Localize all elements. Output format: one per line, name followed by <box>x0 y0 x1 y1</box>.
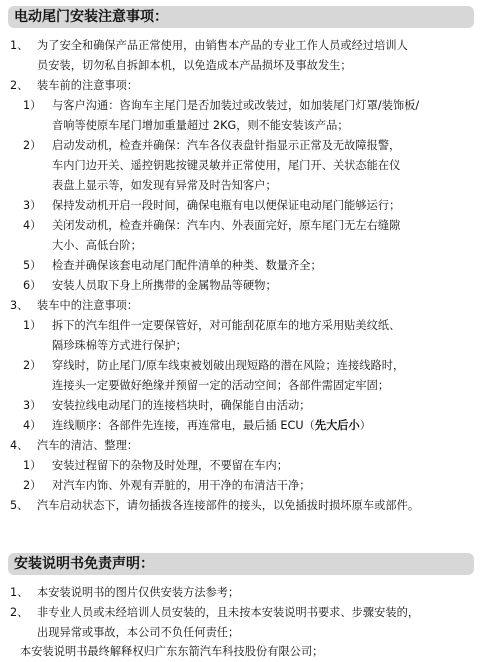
disclaimer-2-line-2: 出现异常或事故，本公司不负任何责任； <box>37 626 240 639</box>
subitem-text-connection-order: 连线顺序：各部件先连接，再连常电，最后插 ECU（先大后小） <box>52 419 372 432</box>
subitem-text: 对汽车内饰、外观有弄脏的，用干净的布清洁干净； <box>52 479 311 492</box>
subitem-number: 2） <box>23 479 42 492</box>
subitem-text: 安装人员取下身上所携带的金属物品等硬物； <box>52 279 277 292</box>
subitem-text: 与客户沟通：咨询车主尾门是否加装过或改装过，如加装尾门灯罩/装饰板/ <box>52 99 420 112</box>
subitem-text: 隔珍珠棉等方式进行保护； <box>52 339 187 352</box>
subitem-number: 6） <box>23 279 42 292</box>
subitem-text: 穿线时，防止尾门/原车线束被划破出现短路的潜在风险；连接线路时， <box>52 359 405 372</box>
subitem-text: 拆下的汽车组件一定要保管好，对可能刮花原车的地方采用贴美纹纸、 <box>52 319 401 332</box>
bold-emphasis: 先大后小 <box>314 419 360 432</box>
item-number: 1、 <box>10 586 29 599</box>
section-title-disclaimer: 安装说明书免责声明： <box>8 553 474 575</box>
item-number: 3、 <box>10 299 29 312</box>
item-1-line-2: 员安装，切勿私自拆卸本机，以免造成本产品损坏及事故发生； <box>37 59 352 72</box>
subitem-text: 检查并确保该套电动尾门配件清单的种类、数量齐全； <box>52 259 322 272</box>
item-4-heading: 汽车的清洁、整理： <box>37 439 139 452</box>
subitem-number: 3） <box>23 199 42 212</box>
item-number: 2、 <box>10 79 29 92</box>
subitem-text: 车内门边开关、遥控钥匙按键灵敏并正常使用，尾门开、关状态能在仪 <box>52 159 401 172</box>
subitem-number: 4） <box>23 419 42 432</box>
subitem-text: 连接头一定要做好绝缘并预留一定的活动空间；各部件需固定牢固； <box>52 379 390 392</box>
item-1-line-1: 为了安全和确保产品正常使用，由销售本产品的专业工作人员或经过培训人 <box>37 39 408 52</box>
subitem-number: 1） <box>23 459 42 472</box>
disclaimer-footer: 本安装说明书最终解释权归广东东箭汽车科技股份有限公司； <box>20 645 324 658</box>
subitem-text: 表盘上显示等，如发现有异常及时告知客户； <box>52 179 277 192</box>
subitem-text: 大小、高低台阶； <box>52 239 142 252</box>
subitem-number: 4） <box>23 219 42 232</box>
subitem-number: 5） <box>23 259 42 272</box>
item-3-heading: 装车中的注意事项： <box>37 299 139 312</box>
item-5-line-1: 汽车启动状态下，请勿插拔各连接部件的接头，以免插拔时损坏原车或部件。 <box>37 499 420 512</box>
item-number: 4、 <box>10 439 29 452</box>
subitem-text: 音响等使原车尾门增加重量超过 2KG，则不能安装该产品； <box>52 119 349 132</box>
subitem-text: 保持发动机开启一段时间，确保电瓶有电以便保证电动尾门能够运行； <box>52 199 401 212</box>
subitem-number: 3） <box>23 399 42 412</box>
disclaimer-2-line-1: 非专业人员或未经培训人员安装的，且未按本安装说明书要求、步骤安装的， <box>37 606 420 619</box>
subitem-number: 1） <box>23 319 42 332</box>
disclaimer-1: 本安装说明书的图片仅供安装方法参考； <box>37 586 240 599</box>
subitem-number: 2） <box>23 139 42 152</box>
item-number: 2、 <box>10 606 29 619</box>
subitem-text: 安装拉线电动尾门的连接档块时，确保能自由活动； <box>52 399 311 412</box>
subitem-text: 启动发动机，检查并确保：汽车各仪表盘针指显示正常及无故障报警， <box>52 139 401 152</box>
subitem-text: 关闭发动机，检查并确保：汽车内、外表面完好，原车尾门无左右缝隙 <box>52 219 401 232</box>
item-2-heading: 装车前的注意事项： <box>37 79 139 92</box>
subitem-number: 2） <box>23 359 42 372</box>
section-title-installation-notes: 电动尾门安装注意事项： <box>8 6 474 28</box>
subitem-number: 1） <box>23 99 42 112</box>
item-number: 5、 <box>10 499 29 512</box>
item-number: 1、 <box>10 39 29 52</box>
subitem-text: 安装过程留下的杂物及时处理，不要留在车内； <box>52 459 288 472</box>
